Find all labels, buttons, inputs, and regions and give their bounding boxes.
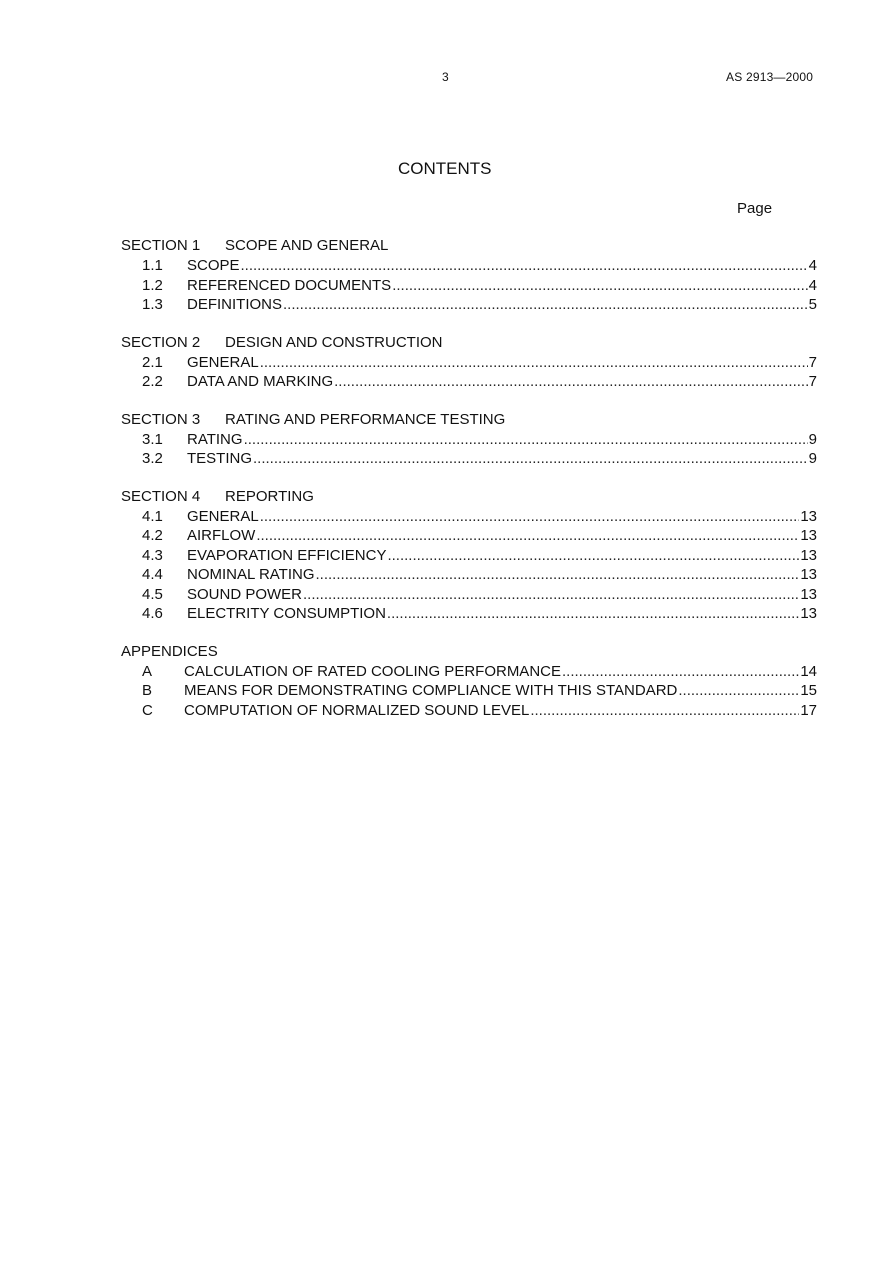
toc-section-1 xyxy=(121,236,833,315)
entry-page: 9 xyxy=(808,450,817,467)
entry-number: 4.5 xyxy=(142,585,163,603)
entry-title: REFERENCED DOCUMENTS xyxy=(187,276,392,294)
entry-title: TESTING xyxy=(187,450,253,467)
entry-page: 13 xyxy=(800,527,817,544)
dot-leader xyxy=(387,546,799,566)
section-title: RATING AND PERFORMANCE TESTING xyxy=(225,410,506,428)
dot-leader xyxy=(241,256,808,276)
section-number: SECTION 2 xyxy=(121,333,201,351)
entry-title: ELECTRITY CONSUMPTION xyxy=(187,605,386,622)
entry-title: MEANS FOR DEMONSTRATING COMPLIANCE WITH THIS STANDARD xyxy=(184,682,678,699)
section-heading[interactable] xyxy=(121,236,833,256)
page-number: 3 xyxy=(442,70,449,84)
toc-entry[interactable] xyxy=(121,372,833,392)
entry-title: COMPUTATION OF NORMALIZED SOUND LEVEL xyxy=(184,701,530,719)
dot-leader xyxy=(392,276,807,296)
entry-number: 1.2 xyxy=(142,276,163,294)
toc-entry[interactable] xyxy=(121,546,833,566)
dot-leader xyxy=(303,585,799,605)
entry-number: 1.1 xyxy=(142,257,163,274)
entry-title: RATING xyxy=(187,430,243,448)
entry-title: NOMINAL RATING xyxy=(187,566,315,583)
toc-section-2 xyxy=(121,333,833,392)
entry-number: 2.2 xyxy=(142,373,163,390)
entry-number: 2.1 xyxy=(142,353,163,371)
entry-title: CALCULATION OF RATED COOLING PERFORMANCE xyxy=(184,662,561,680)
entry-number: 3.1 xyxy=(142,430,163,448)
toc-section-3 xyxy=(121,410,833,469)
entry-number: 1.3 xyxy=(142,296,163,313)
entry-page: 5 xyxy=(808,296,817,313)
dot-leader xyxy=(256,526,799,546)
entry-page: 7 xyxy=(808,373,817,390)
toc-entry[interactable] xyxy=(121,449,833,469)
toc-entry[interactable] xyxy=(121,662,833,682)
toc-entry[interactable] xyxy=(121,681,833,701)
table-of-contents xyxy=(121,236,833,738)
entry-page: 4 xyxy=(808,276,817,294)
toc-entry[interactable] xyxy=(121,353,833,373)
entry-number: B xyxy=(142,682,153,699)
entry-page: 13 xyxy=(800,546,817,564)
toc-entry[interactable] xyxy=(121,604,833,624)
entry-title: SCOPE xyxy=(187,257,240,274)
section-heading[interactable] xyxy=(121,333,833,353)
dot-leader xyxy=(530,701,799,721)
dot-leader xyxy=(562,662,799,682)
section-title: DESIGN AND CONSTRUCTION xyxy=(225,333,443,351)
entry-page: 4 xyxy=(808,257,817,274)
dot-leader xyxy=(253,449,808,469)
toc-section-4 xyxy=(121,487,833,624)
entry-page: 13 xyxy=(800,585,817,603)
dot-leader xyxy=(678,681,799,701)
section-title: REPORTING xyxy=(225,487,314,505)
section-heading[interactable] xyxy=(121,487,833,507)
entry-number: 3.2 xyxy=(142,450,163,467)
document-code: AS 2913—2000 xyxy=(726,70,814,84)
dot-leader xyxy=(260,507,800,527)
contents-title: CONTENTS xyxy=(398,159,492,178)
entry-number: 4.4 xyxy=(142,566,163,583)
entry-number: C xyxy=(142,701,153,719)
toc-entry[interactable] xyxy=(121,256,833,276)
toc-entry[interactable] xyxy=(121,276,833,296)
entry-page: 9 xyxy=(808,430,817,448)
toc-entry[interactable] xyxy=(121,526,833,546)
section-number: SECTION 3 xyxy=(121,410,201,428)
toc-entry[interactable] xyxy=(121,585,833,605)
section-number: SECTION 4 xyxy=(121,487,201,505)
section-title: SCOPE AND GENERAL xyxy=(225,237,389,254)
entry-number: 4.2 xyxy=(142,527,163,544)
dot-leader xyxy=(316,565,800,585)
dot-leader xyxy=(334,372,808,392)
entry-page: 7 xyxy=(808,353,817,371)
entry-title: AIRFLOW xyxy=(187,527,256,544)
dot-leader xyxy=(387,604,799,624)
toc-entry[interactable] xyxy=(121,295,833,315)
entry-number: 4.3 xyxy=(142,546,163,564)
entry-page: 13 xyxy=(800,507,817,525)
entry-title: DATA AND MARKING xyxy=(187,373,334,390)
entry-page: 13 xyxy=(800,605,817,622)
section-heading[interactable] xyxy=(121,410,833,430)
entry-number: 4.6 xyxy=(142,605,163,622)
entry-title: GENERAL xyxy=(187,507,259,525)
entry-title: DEFINITIONS xyxy=(187,296,283,313)
entry-page: 14 xyxy=(800,662,817,680)
entry-title: GENERAL xyxy=(187,353,259,371)
toc-entry[interactable] xyxy=(121,565,833,585)
toc-entry[interactable] xyxy=(121,507,833,527)
dot-leader xyxy=(244,430,808,450)
toc-entry[interactable] xyxy=(121,430,833,450)
entry-title: SOUND POWER xyxy=(187,585,303,603)
entry-page: 15 xyxy=(800,682,817,699)
dot-leader xyxy=(283,295,808,315)
toc-entry[interactable] xyxy=(121,701,833,721)
entry-number: A xyxy=(142,662,153,680)
entry-title: EVAPORATION EFFICIENCY xyxy=(187,546,387,564)
appendices-heading[interactable]: APPENDICES xyxy=(121,642,218,660)
entry-page: 13 xyxy=(800,566,817,583)
section-number: SECTION 1 xyxy=(121,237,201,254)
dot-leader xyxy=(260,353,808,373)
toc-appendices xyxy=(121,642,833,721)
entry-page: 17 xyxy=(800,701,817,719)
page-column-label: Page xyxy=(737,200,773,217)
entry-number: 4.1 xyxy=(142,507,163,525)
